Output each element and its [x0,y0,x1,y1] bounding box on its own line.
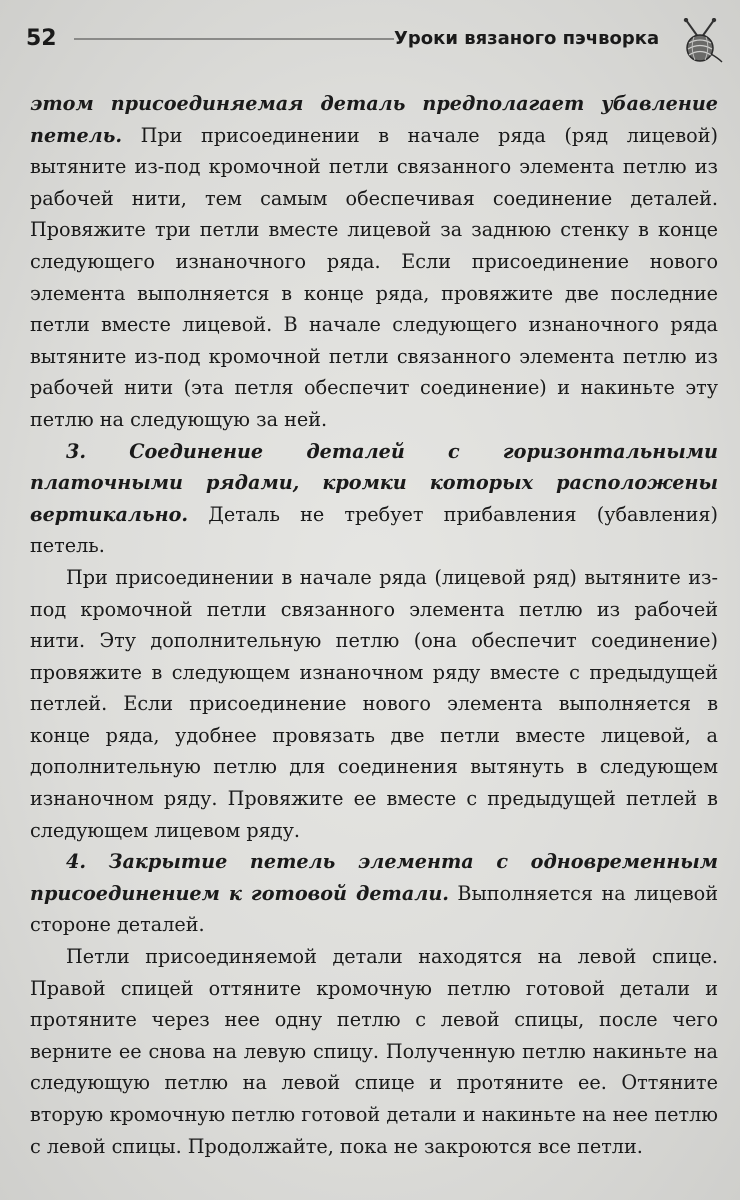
page-body [30,88,718,1162]
page-header [18,18,724,64]
running-title: Уроки вязаного пэчворка [394,28,660,49]
item-3-heading: 3. Соединение деталей с горизонтальными платочными рядами, кромки которых расположены вертикально. [30,439,718,526]
paragraph-item-3 [30,436,718,562]
paragraph-text: Деталь не требует прибавления (убавления) петель. [30,502,718,558]
paragraph-lead: этом присоединяемая деталь предполагает убавление петель. [30,92,718,147]
paragraph-item-3-body [30,562,718,846]
header-rule [74,38,394,40]
paragraph-text: При присоединении в начале ряда (ряд лицевой) вытяните из-под кромочной петли связанного элемента петлю из рабочей нити, тем самым обеспечивая соединение деталей. Провяжите три петли вместе лицевой за заднюю стенку в конце следующего изнаночного ряда. Если присоединение нового элемента выполняется в конце ряда, провяжите две последние петли вместе лицевой. В начале следующего изнаночного ряда вытяните из-под кромочной петли связанного элемента петлю из рабочей нити (эта петля обеспечит соединение) и накиньте эту петлю на следующую за ней. [30,123,718,431]
item-4-heading: 4. Закрытие петель элемента с одновременным присоединением к готовой детали. [30,850,718,905]
paragraph-continuation [30,88,718,436]
paragraph-item-4-body [30,941,718,1162]
yarn-ball-with-needles-icon [676,18,724,64]
page-number: 52 [26,26,57,51]
paragraph-text: При присоединении в начале ряда (лицевой ряд) вытяните из-под кромочной петли связанного элемента петлю из рабочей нити. Эту дополнительную петлю (она обеспечит соединение) провяжите в следующем изнаночном ряду вместе с предыдущей петлей. Если присоединение нового элемента выполняется в конце ряда, удобнее провязать две петли вместе лицевой, а дополнительную петлю для соединения вытянуть в следующем изнаночном ряду. Провяжите ее вместе с предыдущей петлей в следующем лицевом ряду. [30,565,718,842]
paragraph-text: Петли присоединяемой детали находятся на левой спице. Правой спицей оттяните кромочную петлю готовой детали и протяните через нее одну петлю с левой спицы, после чего верните ее снова на левую спицу. Полученную петлю накиньте на следующую петлю на левой спице и протяните ее. Оттяните вторую кромочную петлю готовой детали и накиньте на нее петлю с левой спицы. Продолжайте, пока не закроются все петли. [30,945,718,1158]
paragraph-item-4 [30,846,718,941]
paragraph-text: Выполняется на лицевой стороне деталей. [30,881,718,937]
